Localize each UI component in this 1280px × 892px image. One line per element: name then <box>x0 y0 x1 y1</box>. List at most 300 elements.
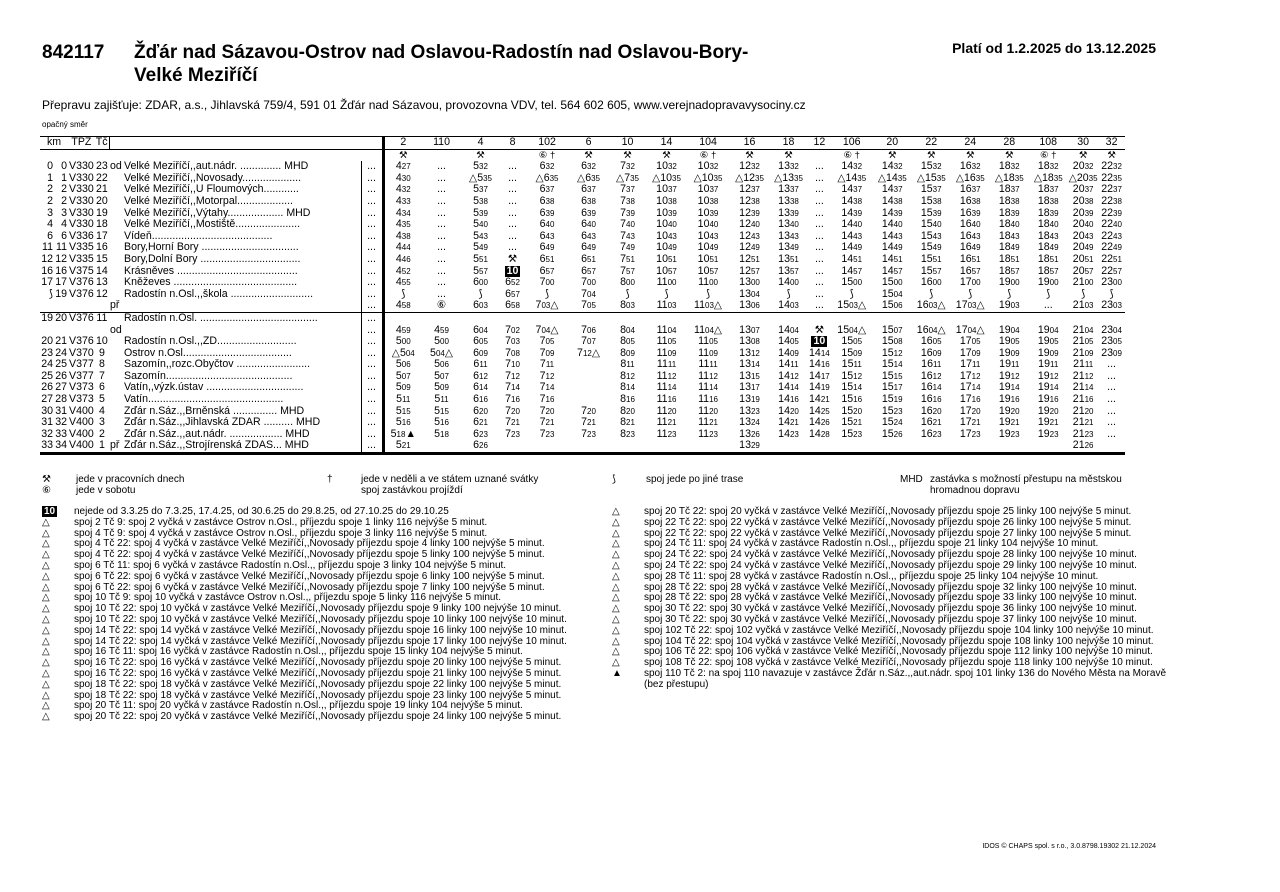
departure-time: 1049 <box>656 242 677 254</box>
km-a: 33 <box>40 440 54 453</box>
km-a <box>40 325 54 337</box>
stop-name: Velké Meziříčí,,Mostiště...................... <box>124 219 301 231</box>
tc: 3 <box>98 417 105 429</box>
departure-time: 716 <box>505 394 520 406</box>
departure-time: 10 <box>506 265 519 277</box>
timetable-row: př ... 458 ⑥ 603 658 703△ 705 803 1103 1103△ 1306 1403 ... 1503△ 1506 1603△ 1703△ 1903 ... 2103 2303 <box>40 300 1125 312</box>
tpz: V373 <box>69 382 94 394</box>
departure-time: 805 <box>620 336 635 348</box>
departure-time: 2116 <box>1072 394 1094 406</box>
departure-time: 1912 <box>998 370 1020 382</box>
timetable-row: 11 11 V335 16 Bory,Horní Bory ................................. ... 444 ... 549 ... 649 649 749 1049 1049 1249 1349 ... 1449 1449 1549 1649 1849 1849 2049 2249 <box>40 242 1125 254</box>
departure-time: 459 <box>434 324 449 336</box>
departure-time: 1923 <box>1037 428 1059 440</box>
km-a: 1 <box>47 172 53 184</box>
departure-time: 639 <box>539 207 555 219</box>
tc: 7 <box>98 370 105 382</box>
departure-time: 539 <box>473 207 488 219</box>
note-symbol-icon: △ <box>42 667 50 679</box>
note-symbol-icon: △ <box>612 646 620 658</box>
departure-time: 1116 <box>698 394 718 406</box>
trip-number: 4 <box>461 137 500 150</box>
route-title-1: Žďár nad Sázavou-Ostrov nad Oslavou-Radostín nad Oslavou-Bory- <box>134 42 749 63</box>
departure-time: ⟆ <box>664 288 669 300</box>
tpz: V330 <box>69 219 94 231</box>
departure-time: 1120 <box>656 405 677 417</box>
departure-time: 1538 <box>920 195 942 207</box>
notes-left <box>42 507 614 723</box>
tc <box>95 300 109 312</box>
tc: 23 <box>95 161 108 173</box>
stop-name: Ostrov n.Osl..................................... <box>124 347 292 359</box>
departure-time <box>525 440 569 453</box>
departure-time: △1235 <box>735 172 764 184</box>
tc: 6 <box>98 382 105 394</box>
tpz: V330 <box>69 195 94 207</box>
departure-time: 1332 <box>778 161 799 173</box>
km-b: 11 <box>56 242 67 254</box>
departure-time: 616 <box>473 394 488 406</box>
km-a: 2 <box>47 195 53 207</box>
km-a: 19 <box>41 312 53 324</box>
departure-time: 434 <box>383 208 422 220</box>
departure-time: ... <box>508 195 517 207</box>
note-symbol-icon: △ <box>42 527 50 539</box>
departure-time: ⟆ <box>1109 288 1114 300</box>
departure-time: 1324 <box>739 417 760 429</box>
departure-time: 657 <box>581 265 596 277</box>
note-text: spoj 22 Tč 22: spoj 22 vyčká v zastávce Velké Meziříčí,,Novosady příjezdu spoje 27 linky 100 nejvýše 5 minut. <box>644 527 1132 539</box>
departure-time: 757 <box>620 265 635 277</box>
km-a: 30 <box>41 405 53 417</box>
departure-time: 1508 <box>881 336 903 348</box>
tc: 22 <box>95 172 108 184</box>
dep-arr-mark: př <box>110 300 120 312</box>
note-text: spoj 16 Tč 22: spoj 16 vyčká v zastávce Velké Meziříčí,,Novosady příjezdu spoje 20 linky 100 nejvýše 5 minut. <box>74 657 562 669</box>
km-a: 27 <box>41 394 53 406</box>
stop-name: Velké Meziříčí,,U Floumových............ <box>124 184 299 196</box>
departure-time: ⟆ <box>1046 288 1051 300</box>
note-symbol-icon: △ <box>612 603 620 615</box>
trip-symbol: ⚒ <box>1107 149 1116 161</box>
note-text: spoj 4 Tč 22: spoj 4 vyčká v zastávce Velké Meziříčí,,Novosady příjezdu spoje 4 linky 100 nejvýše 5 minut. <box>74 538 545 550</box>
note-text: spoj 18 Tč 22: spoj 18 vyčká v zastávce Velké Meziříčí,,Novosady příjezdu spoje 22 linky 100 nejvýše 5 minut. <box>74 678 562 690</box>
departure-time: 1916 <box>998 394 1020 406</box>
departure-time: 1914 <box>998 382 1020 394</box>
departure-time: 721 <box>505 417 520 429</box>
trip-number: 108 <box>1029 137 1068 150</box>
departure-time: 712 <box>505 370 520 382</box>
departure-time: 651 <box>539 253 555 265</box>
departure-time: 2243 <box>1101 230 1122 242</box>
departure-time: 652 <box>505 277 520 289</box>
departure-time <box>569 312 608 324</box>
departure-time: 1503△ <box>837 300 867 312</box>
trip-number: 32 <box>1099 137 1125 150</box>
departure-time: 1449 <box>841 242 863 254</box>
departure-time: 1515 <box>881 370 903 382</box>
dep-arr-mark: od <box>110 324 122 336</box>
departure-time: ... <box>814 277 824 289</box>
departure-time: ... <box>437 242 446 254</box>
departure-time: 1323 <box>739 405 760 417</box>
departure-time: 1437 <box>841 184 863 196</box>
departure-time: 1611 <box>921 359 942 371</box>
note-symbol-icon: △ <box>612 527 620 539</box>
timetable-row: 16 16 V375 14 Krásněves ......................................... ... 452 ... 557 10 657 657 757 1057 1057 1257 1357 ... 1457 1457 1557 1657 1857 1857 2057 2257 <box>40 266 1125 278</box>
departure-time: ... <box>508 207 517 219</box>
departure-time: 1857 <box>1037 265 1059 277</box>
departure-time: 1339 <box>778 207 799 219</box>
departure-time: 712 <box>539 370 555 382</box>
departure-time: 1105 <box>698 336 718 348</box>
departure-time: 455 <box>383 277 422 289</box>
departure-time: 720 <box>581 405 596 417</box>
km-a: 16 <box>41 265 53 277</box>
note <box>42 518 614 529</box>
departure-time: 1105 <box>656 336 677 348</box>
tpz: V377 <box>69 370 94 382</box>
departure-time: 2038 <box>1072 195 1094 207</box>
departure-time: 1507 <box>881 324 903 336</box>
departure-time <box>383 312 422 324</box>
dep-arr-mark <box>109 219 123 231</box>
departure-time: ... <box>437 277 446 289</box>
departure-time: △635 <box>535 172 559 184</box>
tpz-header: TPZ <box>68 137 95 150</box>
note-symbol-icon: △ <box>42 581 50 593</box>
departure-time: 1428 <box>809 428 830 440</box>
departure-time: 438 <box>383 231 422 243</box>
departure-time: ⟆ <box>968 288 973 300</box>
departure-time: 1123 <box>698 428 718 440</box>
departure-time: 1238 <box>739 195 760 207</box>
departure-time: 605 <box>473 336 488 348</box>
departure-time <box>912 312 951 324</box>
note-symbol-icon: △ <box>42 624 50 636</box>
timetable-row: 2 2 V330 20 Velké Meziříčí,,Motorpal................... ... 433 ... 538 ... 638 638 738 1038 1038 1238 1338 ... 1438 1438 1538 1638 1838 1838 2038 2238 <box>40 196 1125 208</box>
departure-time: 1057 <box>697 265 719 277</box>
departure-time: 1705 <box>959 336 981 348</box>
note-symbol-icon: △ <box>42 678 50 690</box>
timetable-row: 4 4 V330 18 Velké Meziříčí,,Mostiště...................... ... 435 ... 540 ... 640 640 740 1040 1040 1240 1340 ... 1440 1440 1540 1640 1840 1840 2040 2240 <box>40 219 1125 231</box>
legend-cross-icon: † <box>327 474 333 485</box>
note-symbol-icon: △ <box>42 657 50 669</box>
note-symbol-icon: △ <box>42 516 50 528</box>
km-a: 4 <box>47 219 53 231</box>
departure-time: 1851 <box>998 253 1020 265</box>
note-text: nejede od 3.3.25 do 7.3.25, 17.4.25, od 30.6.25 do 29.8.25, od 27.10.25 do 29.10.25 <box>74 506 449 517</box>
departure-time: ... <box>814 230 824 242</box>
legend-text: spoj zastávkou projíždí <box>361 485 463 496</box>
trip-number: 110 <box>422 137 461 150</box>
departure-time: 1343 <box>778 230 799 242</box>
departure-time: 623 <box>473 428 488 440</box>
legend-mhd-label: MHD <box>900 474 923 485</box>
note-text: spoj 6 Tč 22: spoj 6 vyčká v zastávce Velké Meziříčí,,Novosady příjezdu spoje 7 linky 100 nejvýše 5 minut. <box>74 581 545 593</box>
departure-time: 749 <box>620 242 635 254</box>
departure-time <box>422 312 461 324</box>
departure-time: 1632 <box>959 161 981 173</box>
departure-time: 1921 <box>998 417 1020 429</box>
departure-time: 1443 <box>881 230 903 242</box>
note-symbol-icon: △ <box>612 559 620 571</box>
departure-time: 504△ <box>430 347 454 359</box>
departure-time: 433 <box>383 196 422 208</box>
departure-time: 1421 <box>809 394 830 406</box>
tc: 4 <box>98 405 105 417</box>
tc: 1 <box>95 440 109 453</box>
km-header: km <box>40 137 68 150</box>
departure-time: 1416 <box>778 394 799 406</box>
departure-time: 1849 <box>998 242 1020 254</box>
departure-time: 703 <box>505 336 520 348</box>
note-text: spoj 14 Tč 22: spoj 14 vyčká v zastávce Velké Meziříčí,,Novosady příjezdu spoje 16 linky 100 nejvýše 10 minut. <box>74 624 567 636</box>
departure-time: 1051 <box>656 253 677 265</box>
tc <box>95 325 109 337</box>
departure-time: 1121 <box>656 417 677 429</box>
note-text: spoj 20 Tč 22: spoj 20 vyčká v zastávce Velké Meziříčí,,Novosady příjezdu spoje 25 linky 100 nejvýše 5 minut. <box>644 506 1132 517</box>
trip-number: 14 <box>647 137 686 150</box>
departure-time: 1432 <box>841 161 863 173</box>
departure-time: 1315 <box>739 370 760 382</box>
timetable <box>40 136 1125 455</box>
departure-time: 812 <box>620 370 635 382</box>
dep-arr-mark <box>109 394 123 406</box>
departure-time: 1032 <box>656 161 677 173</box>
departure-time: 712△ <box>577 347 601 359</box>
dep-arr-mark <box>109 336 123 348</box>
departure-time: 1338 <box>778 195 799 207</box>
dep-arr-mark <box>109 184 123 196</box>
note-text: spoj 22 Tč 22: spoj 22 vyčká v zastávce Velké Meziříčí,,Novosady příjezdu spoje 26 linky 100 nejvýše 5 minut. <box>644 516 1132 528</box>
tpz: V400 <box>69 428 94 440</box>
tc: 12 <box>95 288 108 300</box>
departure-time: 507 <box>434 370 449 382</box>
departure-time: 1521 <box>841 417 863 429</box>
departure-time: 1539 <box>920 207 942 219</box>
opposite-direction-link[interactable]: opačný směr <box>42 120 88 129</box>
note-symbol-icon: △ <box>612 506 620 517</box>
departure-time: 1900 <box>998 277 1020 289</box>
departure-time: 551 <box>473 253 488 265</box>
note-symbol-icon: △ <box>612 635 620 647</box>
departure-time: 1049 <box>697 242 719 254</box>
departure-time: 2057 <box>1072 265 1094 277</box>
timetable-row: 25 26 V377 7 Sazomín........................................... ... 507 507 612 712 712 812 1112 1112 1315 1412 1417 1512 1515 1612 1712 1912 1912 2112 ... <box>40 371 1125 383</box>
departure-time <box>686 312 730 324</box>
departure-time: 723 <box>505 428 520 440</box>
departure-time: 1520 <box>841 405 863 417</box>
departure-time <box>769 440 808 453</box>
departure-time: ⟆ <box>849 288 854 300</box>
departure-time: ... <box>437 184 446 196</box>
departure-time: 603 <box>473 300 488 312</box>
departure-time <box>1099 312 1125 324</box>
tc: 5 <box>98 394 105 406</box>
departure-time: 1923 <box>998 428 1020 440</box>
tc: 18 <box>95 219 108 231</box>
note-symbol-icon: △ <box>612 581 620 593</box>
departure-time: 1317 <box>739 382 760 394</box>
departure-time: 1438 <box>881 195 903 207</box>
departure-time: 1723 <box>959 428 981 440</box>
departure-time: 1421 <box>778 417 799 429</box>
trip-symbol: ⚒ <box>1078 149 1088 161</box>
departure-time: 1838 <box>1037 195 1059 207</box>
km-a: 20 <box>41 336 53 348</box>
note-text: spoj 18 Tč 22: spoj 18 vyčká v zastávce Velké Meziříčí,,Novosady příjezdu spoje 23 linky 100 nejvýše 5 minut. <box>74 689 562 701</box>
departure-time: 2239 <box>1101 207 1122 219</box>
stop-name: Bory,Horní Bory ................................. <box>124 242 299 254</box>
departure-time: 721 <box>581 417 596 429</box>
km-a: 3 <box>47 207 53 219</box>
km-b: 34 <box>54 440 68 453</box>
departure-time: ⟆ <box>1007 288 1012 300</box>
departure-time: △1035 <box>693 172 723 184</box>
departure-time: 706 <box>581 324 596 336</box>
km-b: 0 <box>61 161 67 173</box>
note <box>42 626 614 637</box>
note-text: spoj 10 Tč 9: spoj 10 vyčká v zastávce Ostrov n.Osl.,, příjezdu spoje 5 linky 116 nejvýše 5 minut. <box>74 592 502 604</box>
departure-time: 1514 <box>881 359 903 371</box>
departure-time: 651 <box>581 253 596 265</box>
departure-time: 1904 <box>1037 324 1059 336</box>
departure-time: 1449 <box>881 242 903 254</box>
departure-time: 1709 <box>959 347 981 359</box>
departure-time: △1635 <box>955 172 985 184</box>
departure-time: 532 <box>473 161 488 173</box>
departure-time: 714 <box>505 382 520 394</box>
departure-time: ... <box>1107 428 1116 440</box>
timetable-row: 20 21 V376 10 Radostín n.Osl.,,ZD........................... ... 500 500 605 703 705 707 805 1105 1105 1308 1405 10 1505 1508 1605 1705 1905 1905 2105 2305 <box>40 336 1125 348</box>
note-symbol-icon: △ <box>612 613 620 625</box>
departure-time: 2043 <box>1072 230 1094 242</box>
departure-time: 2032 <box>1072 161 1094 173</box>
departure-time: 1549 <box>920 242 942 254</box>
departure-time: 509 <box>383 382 422 394</box>
departure-time: 1412 <box>778 370 799 382</box>
departure-time: 700 <box>539 277 555 289</box>
tpz: V330 <box>69 207 94 219</box>
departure-time: 1640 <box>959 219 981 231</box>
trip-number: 30 <box>1068 137 1099 150</box>
departure-time: 2304 <box>1101 324 1122 336</box>
departure-time: ... <box>814 219 824 231</box>
timetable-row: 19 20 V376 11 Radostín n.Osl. ........................................ ... <box>40 312 1125 324</box>
tc-header: Tč <box>95 136 108 148</box>
timetable-row: 33 34 V400 1 př Žďár n.Sáz.,,Strojírenská ŽDAS... MHD ... 521 626 1329 2126 <box>40 440 1125 453</box>
departure-time: 708 <box>505 347 520 359</box>
departure-time: 1832 <box>1037 161 1059 173</box>
note <box>42 712 614 723</box>
departure-time: 1837 <box>1037 184 1059 196</box>
departure-time: 732 <box>620 161 635 173</box>
departure-time: △504 <box>383 348 422 360</box>
departure-time: 1232 <box>739 161 760 173</box>
departure-time: 702 <box>505 324 520 336</box>
departure-time: ... <box>814 265 824 277</box>
note-text: spoj 30 Tč 22: spoj 30 vyčká v zastávce Velké Meziříčí,,Novosady příjezdu spoje 36 linky 100 nejvýše 10 minut. <box>644 603 1137 615</box>
dep-arr-mark <box>109 371 123 383</box>
legend-text: zastávka s možností přestupu na městskou hromadnou dopravu <box>930 474 1122 496</box>
note-text: spoj 28 Tč 11: spoj 28 vyčká v zastávce Radostín n.Osl.,, příjezdu spoje 25 linky 104 nejvýše 10 minut. <box>644 570 1099 582</box>
departure-time: 638 <box>539 195 555 207</box>
departure-time <box>525 312 569 324</box>
km-a: 24 <box>41 359 53 371</box>
note-text: spoj 2 Tč 9: spoj 2 vyčká v zastávce Ostrov n.Osl., příjezdu spoje 1 linky 116 nejvýše 5 minut. <box>74 516 488 528</box>
km-b: 26 <box>55 370 67 382</box>
km-b: 1 <box>61 172 67 184</box>
stop-name: Kněževes .......................................... <box>124 277 298 289</box>
departure-time: 743 <box>620 230 635 242</box>
departure-time: 521 <box>383 440 422 453</box>
departure-time: 1506 <box>881 300 903 312</box>
departure-time: 1839 <box>998 207 1020 219</box>
departure-time: 1057 <box>656 265 677 277</box>
departure-time: 737 <box>620 184 635 196</box>
departure-time: 1451 <box>841 253 863 265</box>
tpz: V377 <box>69 359 94 371</box>
departure-time: 1911 <box>1038 359 1059 371</box>
departure-time: 1040 <box>656 219 677 231</box>
departure-time: 2238 <box>1101 195 1122 207</box>
departure-time: ⟆ <box>705 288 711 300</box>
departure-time: 2120 <box>1072 405 1094 417</box>
trip-number: 10 <box>608 137 647 150</box>
tpz: V376 <box>69 277 94 289</box>
departure-time: 2037 <box>1072 184 1094 196</box>
departure-time: 515 <box>383 406 422 418</box>
departure-time: △2035 <box>1068 172 1098 184</box>
departure-time: ⟆ <box>478 288 483 300</box>
departure-time <box>873 440 912 453</box>
departure-time: 1440 <box>841 219 863 231</box>
departure-time: 1540 <box>920 219 942 231</box>
departure-time: 459 <box>383 325 422 337</box>
km-b: 20 <box>55 312 67 324</box>
stop-name: Velké Meziříčí,,Výtahy................... MHD <box>124 207 311 219</box>
departure-time: 1104△ <box>694 324 723 336</box>
departure-time: 640 <box>539 219 555 231</box>
legend-hammer-icon: ⚒ <box>42 474 51 485</box>
tpz <box>68 325 95 337</box>
departure-time: 820 <box>620 405 635 417</box>
departure-time: △1535 <box>916 172 946 184</box>
departure-time: 427 <box>383 161 422 173</box>
legend-text: jede v neděli a ve státem uznané svátky <box>361 474 539 485</box>
departure-time: 1716 <box>959 394 981 406</box>
stop-name: Vatín,,výzk.ústav ................................. <box>124 382 304 394</box>
dep-arr-mark <box>109 348 123 360</box>
legend-left <box>42 474 322 496</box>
departure-time: ... <box>814 253 824 265</box>
tc: 16 <box>95 242 108 254</box>
dep-arr-mark <box>109 406 123 418</box>
departure-time: 604 <box>473 324 488 336</box>
departure-time <box>569 394 608 406</box>
departure-time: 1605 <box>920 336 942 348</box>
stop-name: Žďár n.Sáz.,,Strojírenská ŽDAS... MHD <box>123 440 361 453</box>
departure-time: 2104 <box>1072 324 1094 336</box>
departure-time: ... <box>814 207 824 219</box>
departure-time: 1840 <box>998 219 1020 231</box>
trip-symbol <box>422 149 461 161</box>
dep-arr-mark <box>109 429 123 441</box>
timetable-row: ⟆ 19 V376 12 Radostín n.Osl.,,škola ............................ ... ⟆ ... ⟆ 657 ⟆ 704 ⟆ ⟆ ⟆ 1304 ⟆ ... ⟆ 1504 ⟆ ⟆ ⟆ ⟆ ⟆ ⟆ <box>40 289 1125 301</box>
departure-time: 1411 <box>778 359 799 371</box>
departure-time: 800 <box>620 277 635 289</box>
